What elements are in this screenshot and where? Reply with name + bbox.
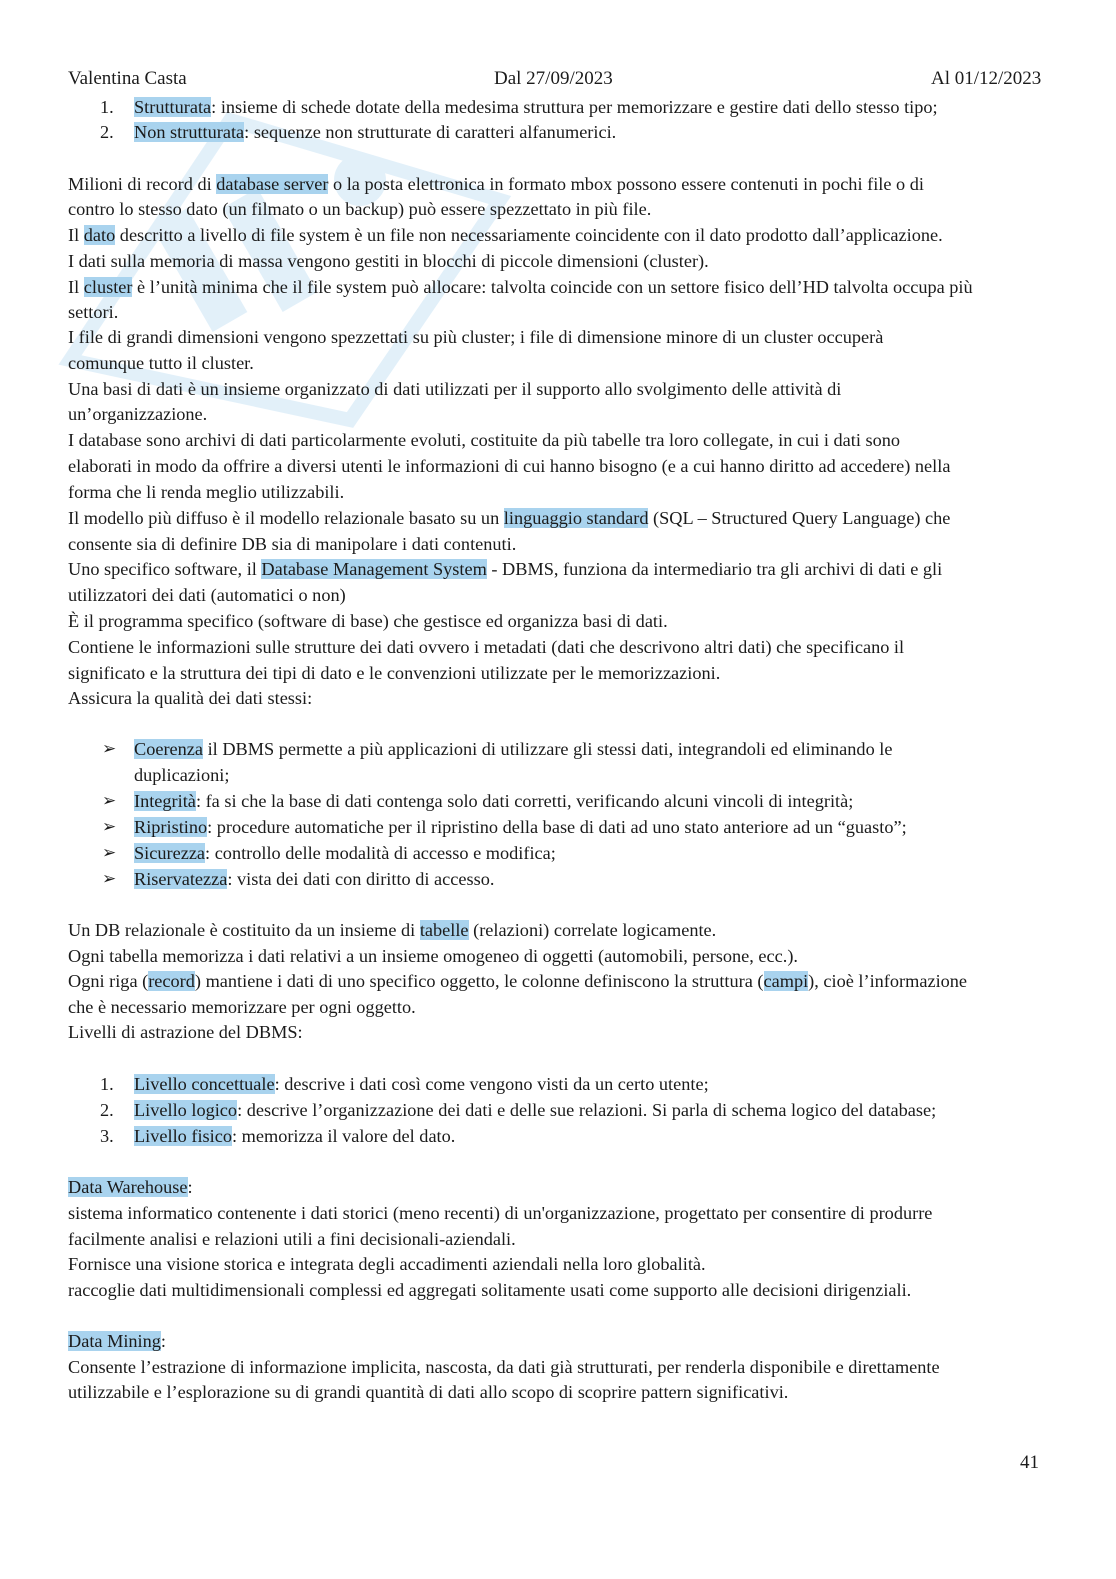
text-line: consente sia di definire DB sia di manipolare i dati contenuti. (68, 534, 517, 554)
text-line: È il programma specifico (software di base) che gestisce ed organizza basi di dati. (68, 611, 668, 631)
list-item (134, 737, 892, 761)
list-number: 1. (100, 97, 114, 117)
text-line: Assicura la qualità dei dati stessi: (68, 688, 313, 708)
text: : descrive i dati così come vengono visti da un certo utente; (274, 1074, 709, 1094)
text-line (68, 506, 950, 530)
text: Il (68, 277, 84, 297)
text-line (68, 223, 943, 247)
highlighted-term: Strutturata (134, 97, 212, 117)
highlighted-term: linguaggio standard (503, 508, 649, 528)
text: Il modello più diffuso è il modello relazionale basato su un (68, 508, 504, 528)
text: : (160, 1331, 167, 1351)
section-heading-data-mining (68, 1329, 166, 1353)
text: Ogni riga ( (68, 971, 149, 991)
text-line: I database sono archivi di dati particolarmente evoluti, costituite da più tabelle tra loro collegate, in cui i dati sono (68, 430, 901, 450)
highlighted-term: Integrità (134, 791, 196, 811)
text-line: Consente l’estrazione di informazione implicita, nascosta, da dati già strutturati, per renderla disponibile e direttamente (68, 1357, 940, 1377)
text-line: forma che li renda meglio utilizzabili. (68, 482, 345, 502)
text-line: Livelli di astrazione del DBMS: (68, 1022, 303, 1042)
highlighted-term: Livello fisico (134, 1126, 232, 1146)
highlighted-term: campi (763, 971, 809, 991)
text-line (68, 172, 924, 196)
highlighted-term: Livello concettuale (134, 1074, 275, 1094)
text: : memorizza il valore del dato. (232, 1126, 456, 1146)
page-number: 41 (1020, 1452, 1039, 1473)
list-item (134, 789, 853, 813)
highlighted-term: Non strutturata (134, 122, 245, 142)
text: Milioni di record di (68, 174, 217, 194)
text: ), cioè l’informazione (808, 971, 968, 991)
list-number: 1. (100, 1074, 114, 1094)
highlighted-term: Sicurezza (134, 843, 206, 863)
list-number: 2. (100, 1100, 114, 1120)
text-line: che è necessario memorizzare per ogni oggetto. (68, 997, 416, 1017)
text-line: Contiene le informazioni sulle strutture dei dati ovvero i metadati (dati che descrivono altri dati) che specificano il (68, 637, 905, 657)
list-item-continuation: duplicazioni; (134, 765, 230, 785)
text: (SQL – Structured Query Language) che (648, 508, 951, 528)
text-line: I dati sulla memoria di massa vengono gestiti in blocchi di piccole dimensioni (cluster). (68, 251, 709, 271)
text-line: utilizzabile e l’esplorazione su di grandi quantità di dati allo scopo di scoprire pattern significativi. (68, 1382, 789, 1402)
list-item (134, 95, 938, 119)
text-line: utilizzatori dei dati (automatici o non) (68, 585, 346, 605)
highlighted-term: cluster (83, 277, 133, 297)
text-line: Una basi di dati è un insieme organizzato di dati utilizzati per il supporto allo svolgimento delle attività di (68, 379, 842, 399)
bullet-arrow-icon: ➢ (102, 869, 117, 888)
list-item (134, 841, 556, 865)
text: : procedure automatiche per il ripristino della base di dati ad uno stato anteriore ad un “guasto”; (207, 817, 907, 837)
highlighted-term: Data Warehouse (68, 1177, 188, 1197)
bullet-arrow-icon: ➢ (102, 739, 117, 758)
text: è l’unità minima che il file system può allocare: talvolta coincide con un settore fisico dell’HD talvolta occupa più (132, 277, 973, 297)
list-item (134, 1072, 709, 1096)
highlighted-term: Data Mining (68, 1331, 161, 1351)
text-line: I file di grandi dimensioni vengono spezzettati su più cluster; i file di dimensione minore di un cluster occuperà (68, 327, 884, 347)
text: il DBMS permette a più applicazioni di utilizzare gli stessi dati, integrandoli ed eliminando le (203, 739, 893, 759)
text: : controllo delle modalità di accesso e modifica; (205, 843, 556, 863)
list-item (134, 1124, 455, 1148)
text: : (187, 1177, 193, 1197)
highlighted-term: Riservatezza (134, 869, 228, 889)
text-line: facilmente analisi e relazioni utili a fini decisionali-aziendali. (68, 1229, 516, 1249)
bullet-arrow-icon: ➢ (102, 817, 117, 836)
text: descritto a livello di file system è un file non necessariamente coincidente con il dato prodotto dall’applicazione. (115, 225, 943, 245)
highlighted-term: database server (216, 174, 329, 194)
list-item (134, 120, 616, 144)
bullet-arrow-icon: ➢ (102, 843, 117, 862)
text-line: sistema informatico contenente i dati storici (meno recenti) di un'organizzazione, progettato per consentire di produrre (68, 1203, 933, 1223)
header-date-to: Al 01/12/2023 (931, 68, 1042, 89)
text: Uno specifico software, il (68, 559, 262, 579)
highlighted-term: tabelle (419, 920, 469, 940)
header-author: Valentina Casta (68, 68, 187, 89)
list-item (134, 1098, 936, 1122)
text: - DBMS, funziona da intermediario tra gli archivi di dati e gli (486, 559, 943, 579)
list-item (134, 815, 907, 839)
highlighted-term: Ripristino (134, 817, 208, 837)
highlighted-term: Livello logico (134, 1100, 238, 1120)
text: : vista dei dati con diritto di accesso. (227, 869, 495, 889)
text-line: contro lo stesso dato (un filmato o un backup) può essere spezzettato in più file. (68, 199, 652, 219)
text: Il (68, 225, 84, 245)
text-line: elaborati in modo da offrire a diversi utenti le informazioni di cui hanno bisogno (e a cui hanno diritto ad accedere) nella (68, 456, 951, 476)
text-line: raccoglie dati multidimensionali complessi ed aggregati solitamente usati come supporto alle decisioni dirigenziali. (68, 1280, 912, 1300)
list-number: 2. (100, 122, 114, 142)
list-item (134, 867, 494, 891)
text: o la posta elettronica in formato mbox possono essere contenuti in pochi file o di (328, 174, 924, 194)
highlighted-term: Database Management System (261, 559, 487, 579)
highlighted-term: Coerenza (134, 739, 204, 759)
text-line: Fornisce una visione storica e integrata degli accadimenti aziendali nella loro globalità. (68, 1254, 706, 1274)
highlighted-term: dato (83, 225, 116, 245)
text-line (68, 557, 942, 581)
text-line (68, 969, 967, 993)
section-heading-data-warehouse (68, 1175, 193, 1199)
text: Un DB relazionale è costituito da un insieme di (68, 920, 420, 940)
header-date-from: Dal 27/09/2023 (494, 68, 613, 89)
list-item-text: : sequenze non strutturate di caratteri alfanumerici. (244, 122, 617, 142)
list-item-text: : insieme di schede dotate della medesima struttura per memorizzare e gestire dati dello stesso tipo; (211, 97, 938, 117)
bullet-arrow-icon: ➢ (102, 791, 117, 810)
text-line: significato e la struttura dei tipi di dato e le convenzioni utilizzate per le memorizzazioni. (68, 663, 721, 683)
text-line: Ogni tabella memorizza i dati relativi a un insieme omogeneo di oggetti (automobili, persone, ecc.). (68, 946, 799, 966)
text: (relazioni) correlate logicamente. (468, 920, 717, 940)
list-number: 3. (100, 1126, 114, 1146)
text: : descrive l’organizzazione dei dati e delle sue relazioni. Si parla di schema logico del database; (237, 1100, 937, 1120)
text-line: comunque tutto il cluster. (68, 353, 254, 373)
text-line (68, 918, 716, 942)
text-line: settori. (68, 302, 119, 322)
highlighted-term: record (148, 971, 195, 991)
text: : fa si che la base di dati contenga solo dati corretti, verificando alcuni vincoli di integrità; (195, 791, 854, 811)
text-line: un’organizzazione. (68, 404, 208, 424)
text: ) mantiene i dati di uno specifico oggetto, le colonne definiscono la struttura ( (194, 971, 764, 991)
text-line (68, 275, 973, 299)
